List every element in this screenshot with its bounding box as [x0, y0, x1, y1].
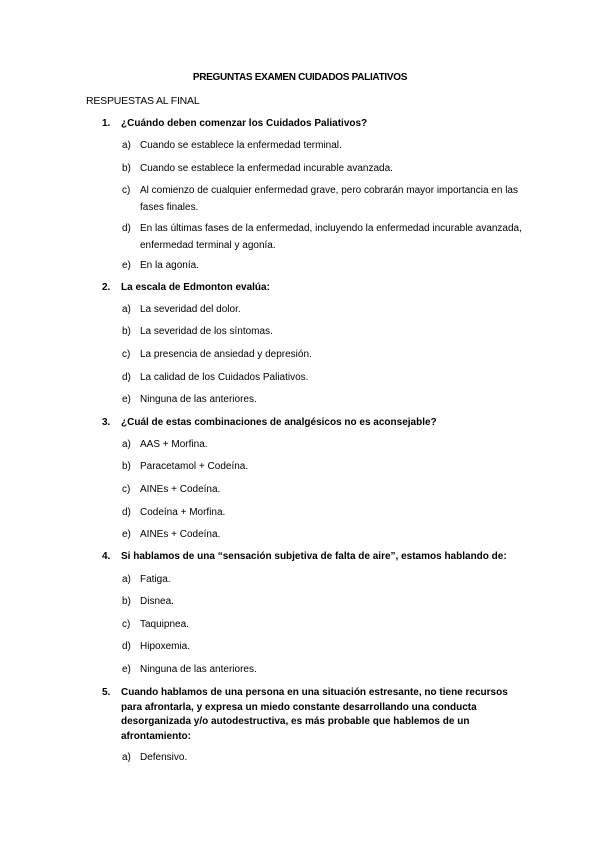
option-letter: b) — [122, 461, 131, 472]
question-number: 3. — [102, 417, 111, 428]
option-text: La calidad de los Cuidados Paliativos. — [140, 372, 309, 383]
option-4a — [122, 571, 522, 588]
question-1 — [102, 117, 522, 132]
option-4b — [122, 593, 522, 610]
question-number: 1. — [102, 118, 111, 129]
option-2d — [122, 369, 522, 386]
option-letter: e) — [122, 529, 131, 540]
option-letter: d) — [122, 507, 131, 518]
option-text: Ninguna de las anteriores. — [140, 664, 257, 675]
question-text: ¿Cuándo deben comenzar los Cuidados Paliativos? — [121, 118, 368, 129]
option-2e — [122, 391, 522, 408]
question-text: ¿Cuál de estas combinaciones de analgésicos no es aconsejable? — [121, 417, 437, 428]
option-letter: b) — [122, 596, 131, 607]
option-letter: d) — [122, 372, 131, 383]
option-text: La presencia de ansiedad y depresión. — [140, 349, 312, 360]
question-text: La escala de Edmonton evalúa: — [121, 282, 270, 293]
option-letter: c) — [122, 484, 131, 495]
option-letter: b) — [122, 326, 131, 337]
option-3d — [122, 504, 522, 521]
question-number: 2. — [102, 282, 111, 293]
option-4d — [122, 638, 522, 655]
option-text: AAS + Morfina. — [140, 439, 208, 450]
option-text: En las últimas fases de la enfermedad, incluyendo la enfermedad incurable avanzada, enfermedad terminal y agonía. — [140, 223, 522, 251]
option-1a — [122, 137, 522, 154]
option-letter: a) — [122, 140, 131, 151]
option-text: Ninguna de las anteriores. — [140, 394, 257, 405]
option-letter: e) — [122, 394, 131, 405]
option-letter: c) — [122, 185, 131, 196]
option-3e — [122, 526, 522, 543]
option-1d — [122, 220, 522, 254]
option-1c — [122, 182, 522, 216]
option-text: Al comienzo de cualquier enfermedad grave, pero cobrarán mayor importancia en las fases finales. — [140, 185, 518, 213]
option-text: AINEs + Codeína. — [140, 529, 221, 540]
option-text: Defensivo. — [140, 752, 188, 763]
option-text: Disnea. — [140, 596, 174, 607]
option-letter: a) — [122, 752, 131, 763]
question-number: 5. — [102, 687, 111, 698]
option-text: La severidad del dolor. — [140, 304, 241, 315]
option-2b — [122, 323, 522, 340]
option-letter: e) — [122, 664, 131, 675]
option-text: La severidad de los síntomas. — [140, 326, 273, 337]
option-letter: a) — [122, 439, 131, 450]
option-text: En la agonía. — [140, 260, 199, 271]
option-text: Cuando se establece la enfermedad incurable avanzada. — [140, 163, 393, 174]
page-title: PREGUNTAS EXAMEN CUIDADOS PALIATIVOS — [192, 72, 408, 83]
option-4e — [122, 661, 522, 678]
question-2 — [102, 281, 522, 296]
option-1b — [122, 160, 522, 177]
option-2a — [122, 301, 522, 318]
option-3b — [122, 458, 522, 475]
option-5a — [122, 749, 522, 766]
option-letter: d) — [122, 223, 131, 234]
question-number: 4. — [102, 551, 111, 562]
option-text: Taquipnea. — [140, 619, 189, 630]
option-text: Paracetamol + Codeína. — [140, 461, 249, 472]
option-text: Fatiga. — [140, 574, 171, 585]
option-4c — [122, 616, 522, 633]
option-1e — [122, 257, 522, 274]
question-4 — [102, 550, 522, 565]
option-letter: c) — [122, 619, 131, 630]
question-text: Cuando hablamos de una persona en una situación estresante, no tiene recursos para afrontarla, y expresa un miedo constante desarrollando una conducta desorganizada y/o autodestructiva, es más probable que hablemos de un afrontamiento: — [121, 687, 508, 742]
option-letter: a) — [122, 574, 131, 585]
page-subtitle: RESPUESTAS AL FINAL — [86, 95, 200, 107]
option-letter: c) — [122, 349, 131, 360]
option-3c — [122, 481, 522, 498]
option-letter: a) — [122, 304, 131, 315]
option-text: AINEs + Codeína. — [140, 484, 221, 495]
question-3 — [102, 416, 522, 431]
question-5 — [102, 686, 522, 744]
question-text: Si hablamos de una “sensación subjetiva de falta de aire”, estamos hablando de: — [121, 551, 507, 562]
option-letter: b) — [122, 163, 131, 174]
option-2c — [122, 346, 522, 363]
option-3a — [122, 436, 522, 453]
option-letter: e) — [122, 260, 131, 271]
option-text: Hipoxemia. — [140, 641, 191, 652]
option-text: Codeína + Morfina. — [140, 507, 226, 518]
option-letter: d) — [122, 641, 131, 652]
option-text: Cuando se establece la enfermedad terminal. — [140, 140, 342, 151]
